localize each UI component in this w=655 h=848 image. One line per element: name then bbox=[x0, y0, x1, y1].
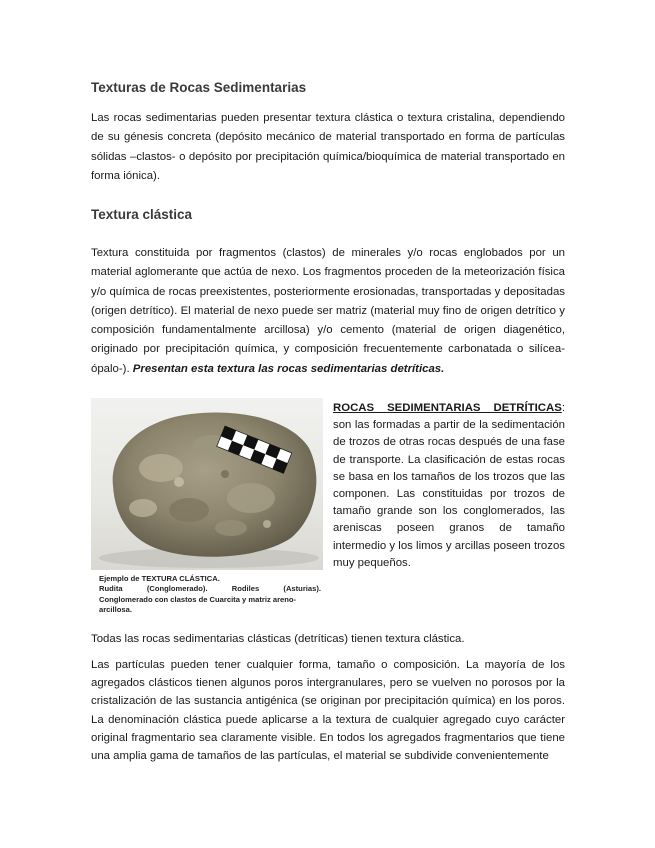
conglomerate-photo bbox=[91, 398, 323, 570]
main-heading: Texturas de Rocas Sedimentarias bbox=[91, 80, 307, 95]
conglomerate-rock-image bbox=[91, 398, 323, 570]
detriticas-lead: ROCAS SEDIMENTARIAS DETRÍTICAS bbox=[333, 402, 562, 414]
caption-word: Rudita bbox=[99, 584, 123, 594]
caption-line-1: Ejemplo de TEXTURA CLÁSTICA. bbox=[99, 574, 220, 583]
particulas-paragraph: Las partículas pueden tener cualquier forma, tamaño o composición. La mayoría de los agregados clásticos tienen algunos poros intergranulares, pero se vuelven no porosos por la cristalización de las sustancia antigénica (se originan por precipitación química) en los poros. La denominación clástica puede aplicarse a la textura de cualquier agregado cuyo carácter original fragmentario sea claramente visible. En todos los agregados fragmentarios que tiene una amplia gama de tamaños de las partículas, el material se subdivide convenientemente bbox=[91, 659, 565, 763]
intro-paragraph: Las rocas sedimentarias pueden presentar textura clástica o textura cristalina, dependiendo de su génesis concreta (depósito mecánico de material transportado en forma de partículas sólidas –clastos- o depósito por precipitación química/bioquímica de material transportado en forma iónica). bbox=[91, 112, 565, 182]
detriticas-sidebar-text bbox=[333, 400, 565, 572]
figure-caption bbox=[99, 574, 321, 616]
caption-line-3: Conglomerado con clastos de Cuarcita y matriz areno-arcillosa. bbox=[99, 594, 297, 615]
clastica-text: Textura constituida por fragmentos (clastos) de minerales y/o rocas englobados por un material aglomerante que actúa de nexo. Los fragmentos proceden de la meteorización física y/o química de rocas preexistentes, posteriormente erosionadas, transportadas y depositadas (origen detrítico). El material de nexo puede ser matriz (material muy fino de origen detrítico y composición fundamentalmente arcillosa) y/o cemento (material de origen diagenético, originado por precipitación química, y composición frecuentemente carbonatada o silícea-ópalo-). bbox=[91, 247, 565, 375]
todas-paragraph: Todas las rocas sedimentarias clásticas (detríticas) tienen textura clástica. bbox=[91, 633, 465, 645]
clastica-emphasis: Presentan esta textura las rocas sedimentarias detríticas. bbox=[132, 362, 445, 375]
section-heading-clastica: Textura clástica bbox=[91, 207, 193, 222]
detriticas-body: : son las formadas a partir de la sedimentación de trozos de otras rocas después de una fase de transporte. La clasificación de estas rocas se basa en los tamaños de los trozos que las componen. Las constituidas por trozos de tamaño grande son los conglomerados, las areniscas poseen granos de tamaño intermedio y los limos y arcillas poseen trozos muy pequeños. bbox=[333, 402, 565, 569]
caption-word: (Asturias). bbox=[283, 584, 321, 594]
clastica-paragraph bbox=[91, 244, 565, 379]
caption-word: (Conglomerado). bbox=[146, 584, 208, 594]
caption-word: Rodiles bbox=[231, 584, 260, 594]
caption-line-2 bbox=[99, 584, 321, 594]
